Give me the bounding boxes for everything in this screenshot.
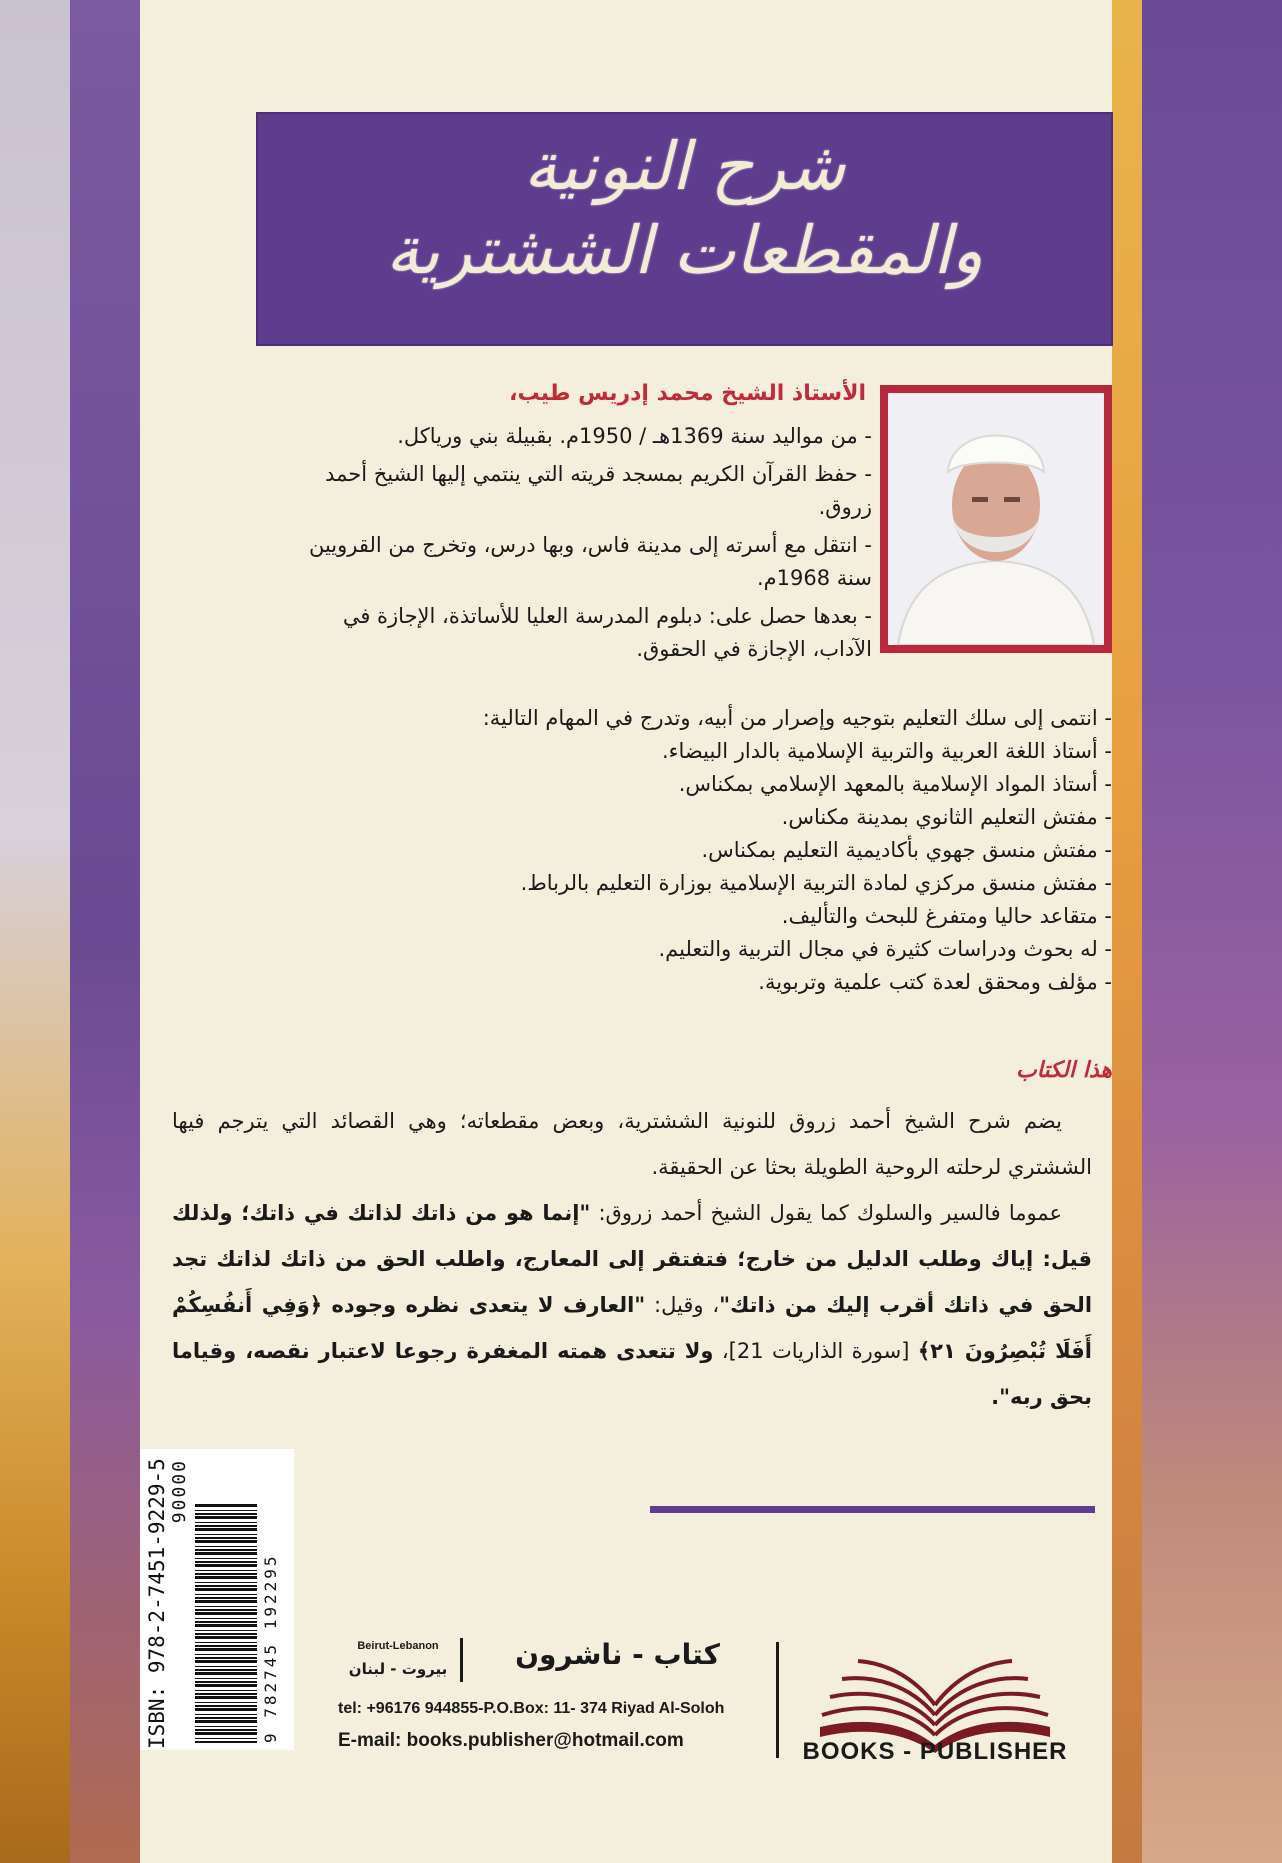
bio-item: - انتقل مع أسرته إلى مدينة فاس، وبها درس، وتخرج من القرويين سنة 1968م. (308, 533, 872, 590)
bio-item: - متقاعد حاليا ومتفرغ للبحث والتأليف. (781, 904, 1112, 928)
author-name: الأستاذ الشيخ محمد إدريس طيب، (509, 381, 866, 406)
author-bio-long (232, 702, 1112, 999)
right-gold-band (1112, 0, 1142, 1863)
bio-item: - مؤلف ومحقق لعدة كتب علمية وتربوية. (758, 970, 1112, 994)
publisher-phone: tel: +96176 944855-P.O.Box: 11- 374 Riyad Al-Soloh (338, 1700, 725, 1717)
book-description (172, 1098, 1092, 1420)
bio-item: - مفتش منسق مركزي لمادة التربية الإسلامية بوزارة التعليم بالرباط. (520, 871, 1112, 895)
para2-quote-1: "إنما هو من ذاتك لذاتك في ذاتك؛ ولذلك قيل: إياك وطلب الدليل من خارج؛ فتفتقر إلى المعارج، واطلب الحق من ذاتك لذاتك تجد الحق في ذاتك أقرب إليك من ذاتك" (172, 1201, 1093, 1317)
bio-item: - من مواليد سنة 1369هـ / 1950م. بقبيلة بني ورياكل. (397, 424, 872, 448)
bio-item: - انتمى إلى سلك التعليم بتوجيه وإصرار من أبيه، وتدرج في المهام التالية: (482, 706, 1112, 730)
description-paragraph-1: يضم شرح الشيخ أحمد زروق للنونية الششترية، وبعض مقطعاته؛ وهي القصائد التي يترجم فيها الششتري لرحلته الروحية الطويلة بحثا عن الحقيقة. (172, 1109, 1092, 1179)
title-box (256, 112, 1113, 346)
publisher-separator (776, 1642, 779, 1758)
section-divider (650, 1506, 1095, 1513)
author-bio-short (292, 420, 872, 671)
isbn-barcode-box (140, 1449, 294, 1750)
bio-item: - أستاذ اللغة العربية والتربية الإسلامية بالدار البيضاء. (661, 739, 1112, 763)
para2-mid: ، وقيل: (645, 1293, 720, 1317)
publisher-english-name: BOOKS - PUBLISHER (802, 1738, 1068, 1765)
bio-item: - مفتش التعليم الثانوي بمدينة مكناس. (781, 805, 1112, 829)
section-heading: هذا الكتاب (1016, 1057, 1112, 1083)
right-cover-edge (1112, 0, 1282, 1863)
left-purple-band (70, 0, 140, 1863)
bio-item: - مفتش منسق جهوي بأكاديمية التعليم بمكناس. (701, 838, 1112, 862)
para2-reference: [سورة الذاريات 21]، (713, 1339, 918, 1363)
para2-intro: عموما فالسير والسلوك كما يقول الشيخ أحمد زروق: (590, 1201, 1062, 1225)
para2-quote-3: ولا تتعدى همته المغفرة رجوعا لاعتبار نقصه، وقياما بحق ربه". (172, 1339, 1092, 1409)
bio-item: - أستاذ المواد الإسلامية بالمعهد الإسلامي بمكناس. (678, 772, 1112, 796)
bio-item: - له بحوث ودراسات كثيرة في مجال التربية والتعليم. (658, 937, 1112, 961)
book-title-line-2: والمقطعات الششترية (385, 212, 984, 289)
description-paragraph-2 (172, 1190, 1092, 1420)
bio-item: - حفظ القرآن الكريم بمسجد قريته التي ينتمي إليها الشيخ أحمد زروق. (325, 462, 872, 519)
barcode-icon (195, 1503, 257, 1743)
publisher-city-english: Beirut-Lebanon (357, 1640, 439, 1652)
author-portrait-icon (888, 393, 1104, 645)
publisher-arabic-brand: كتاب - ناشرون (515, 1638, 720, 1671)
left-cover-edge (0, 0, 140, 1863)
book-title-line-1: شرح النونية (523, 128, 846, 205)
para2-quote-2: "العارف لا يتعدى نظره وجوده ﴿وَفِي أَنفُسِكُمْ أَفَلَا تُبْصِرُونَ ٢١﴾ (172, 1293, 1092, 1363)
barcode-digits: 9 782745 192295 (261, 1553, 280, 1743)
publisher-block (330, 1630, 1070, 1770)
publisher-email: E-mail: books.publisher@hotmail.com (338, 1730, 684, 1751)
city-separator (460, 1638, 463, 1682)
isbn-number: ISBN: 978-2-7451-9229-5 (145, 1458, 169, 1749)
publisher-city-arabic: بيروت - لبنان (348, 1660, 448, 1678)
isbn-price-code: 90000 (169, 1459, 190, 1524)
bio-item: - بعدها حصل على: دبلوم المدرسة العليا للأساتذة، الإجازة في الآداب، الإجازة في الحقوق. (342, 604, 872, 661)
author-photo-frame (880, 385, 1112, 653)
